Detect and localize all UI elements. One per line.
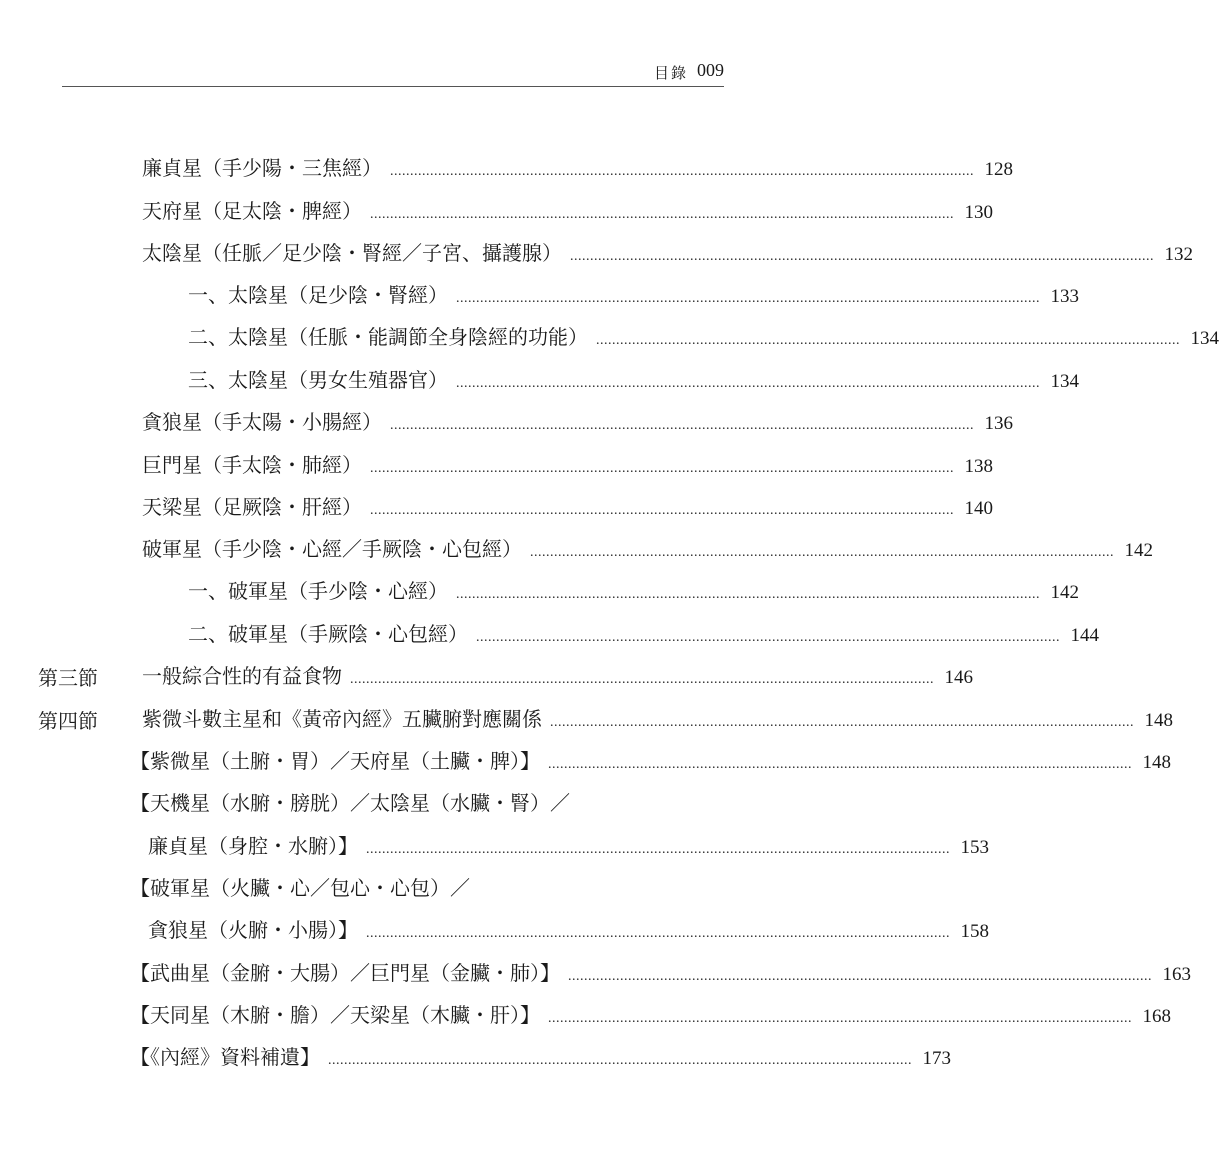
- toc-entry-title: 【《內經》資料補遺】: [130, 1045, 320, 1069]
- toc-entry[interactable]: [130, 957, 1191, 991]
- dot-leader: ..................................................................................................................................................: [328, 1053, 912, 1068]
- dot-leader: ..................................................................................................................................................: [596, 333, 1180, 348]
- dot-leader: ..................................................................................................................................................: [530, 545, 1114, 560]
- dot-leader: ..................................................................................................................................................: [370, 461, 954, 476]
- toc-entry-title: 一、破軍星（手少陰・心經）: [188, 579, 448, 603]
- toc-page-number: 142: [1050, 582, 1079, 603]
- toc-entry-title: 【天機星（水腑・膀胱）／太陰星（水臟・腎）／: [130, 791, 570, 815]
- toc-entry-title: 貪狼星（手太陽・小腸經）: [142, 410, 382, 434]
- toc-page-number: 136: [984, 413, 1013, 434]
- dot-leader: ..................................................................................................................................................: [568, 969, 1152, 984]
- toc-entry[interactable]: [142, 152, 1013, 186]
- toc-page-number: 132: [1164, 244, 1193, 265]
- dot-leader: ..................................................................................................................................................: [550, 715, 1134, 730]
- toc-entry-title: 巨門星（手太陰・肺經）: [142, 453, 362, 477]
- toc-entry[interactable]: [148, 830, 989, 864]
- toc-page-number: 133: [1050, 286, 1079, 307]
- toc-entry[interactable]: [130, 872, 470, 906]
- dot-leader: ..................................................................................................................................................: [390, 164, 974, 179]
- toc-entry-title: 廉貞星（身腔・水腑）】: [148, 834, 358, 858]
- toc-entry[interactable]: [142, 703, 1173, 737]
- toc-page-number: 153: [960, 837, 989, 858]
- toc-entry[interactable]: [130, 745, 1171, 779]
- toc-entry[interactable]: [188, 364, 1079, 398]
- header-page-number: 009: [697, 60, 724, 80]
- toc-page-number: 134: [1190, 328, 1219, 349]
- running-header: [62, 62, 724, 87]
- dot-leader: ..................................................................................................................................................: [476, 630, 1060, 645]
- toc-page-number: 146: [944, 667, 973, 688]
- toc-entry-title: 天梁星（足厥陰・肝經）: [142, 495, 362, 519]
- toc-entry[interactable]: [142, 660, 973, 694]
- toc-entry-title: 一般綜合性的有益食物: [142, 664, 342, 688]
- toc-entry[interactable]: [130, 1041, 951, 1075]
- toc-page-number: 142: [1124, 540, 1153, 561]
- toc-entry-title: 三、太陰星（男女生殖器官）: [188, 368, 448, 392]
- toc-page-number: 168: [1142, 1006, 1171, 1027]
- toc-page-number: 144: [1070, 625, 1099, 646]
- toc-page-number: 138: [964, 456, 993, 477]
- section-number: 第四節: [38, 709, 98, 733]
- dot-leader: ..................................................................................................................................................: [548, 1011, 1132, 1026]
- toc-page-number: 134: [1050, 371, 1079, 392]
- toc-entry[interactable]: [142, 406, 1013, 440]
- toc-entry-title: 二、太陰星（任脈・能調節全身陰經的功能）: [188, 325, 588, 349]
- toc-entry-title: 【武曲星（金腑・大腸）／巨門星（金臟・肺）】: [130, 961, 560, 985]
- dot-leader: ..................................................................................................................................................: [456, 587, 1040, 602]
- toc-entry[interactable]: [142, 449, 993, 483]
- toc-entry-title: 天府星（足太陰・脾經）: [142, 199, 362, 223]
- toc-entry[interactable]: [130, 999, 1171, 1033]
- toc-entry-title: 貪狼星（火腑・小腸）】: [148, 918, 358, 942]
- header-title: 目錄: [653, 64, 688, 82]
- toc-entry[interactable]: [188, 618, 1099, 652]
- toc-entry-title: 【破軍星（火臟・心／包心・心包）／: [130, 876, 470, 900]
- section-number: 第三節: [38, 666, 98, 690]
- toc-entry-title: 太陰星（任脈／足少陰・腎經／子宮、攝護腺）: [142, 241, 562, 265]
- toc-page-number: 173: [922, 1048, 951, 1069]
- toc-entry[interactable]: [142, 533, 1153, 567]
- toc-entry[interactable]: [130, 787, 570, 821]
- toc-entry[interactable]: [148, 914, 989, 948]
- toc-page-number: 148: [1144, 710, 1173, 731]
- toc-entry-title: 【天同星（木腑・膽）／天梁星（木臟・肝）】: [130, 1003, 540, 1027]
- toc-entry-title: 【紫微星（土腑・胃）／天府星（土臟・脾）】: [130, 749, 540, 773]
- toc-entry-title: 一、太陰星（足少陰・腎經）: [188, 283, 448, 307]
- toc-entry-title: 廉貞星（手少陽・三焦經）: [142, 156, 382, 180]
- dot-leader: ..................................................................................................................................................: [366, 842, 950, 857]
- toc-entry[interactable]: [188, 575, 1079, 609]
- toc-page-number: 163: [1162, 964, 1191, 985]
- dot-leader: ..................................................................................................................................................: [390, 418, 974, 433]
- dot-leader: ..................................................................................................................................................: [548, 757, 1132, 772]
- toc-page-number: 128: [984, 159, 1013, 180]
- toc-page-number: 148: [1142, 752, 1171, 773]
- toc-entry[interactable]: [188, 321, 1219, 355]
- dot-leader: ..................................................................................................................................................: [456, 376, 1040, 391]
- toc-entry[interactable]: [188, 279, 1079, 313]
- toc-entry-title: 破軍星（手少陰・心經／手厥陰・心包經）: [142, 537, 522, 561]
- toc-page-number: 140: [964, 498, 993, 519]
- toc-page-number: 130: [964, 202, 993, 223]
- toc-entry[interactable]: [142, 491, 993, 525]
- dot-leader: ..................................................................................................................................................: [370, 207, 954, 222]
- dot-leader: ..................................................................................................................................................: [370, 503, 954, 518]
- dot-leader: ..................................................................................................................................................: [366, 926, 950, 941]
- dot-leader: ..................................................................................................................................................: [456, 291, 1040, 306]
- toc-entry[interactable]: [142, 195, 993, 229]
- dot-leader: ..................................................................................................................................................: [570, 249, 1154, 264]
- toc-page-number: 158: [960, 921, 989, 942]
- toc-entry-title: 二、破軍星（手厥陰・心包經）: [188, 622, 468, 646]
- toc-entry-title: 紫微斗數主星和《黃帝內經》五臟腑對應關係: [142, 707, 542, 731]
- toc-entry[interactable]: [142, 237, 1193, 271]
- dot-leader: ..................................................................................................................................................: [350, 672, 934, 687]
